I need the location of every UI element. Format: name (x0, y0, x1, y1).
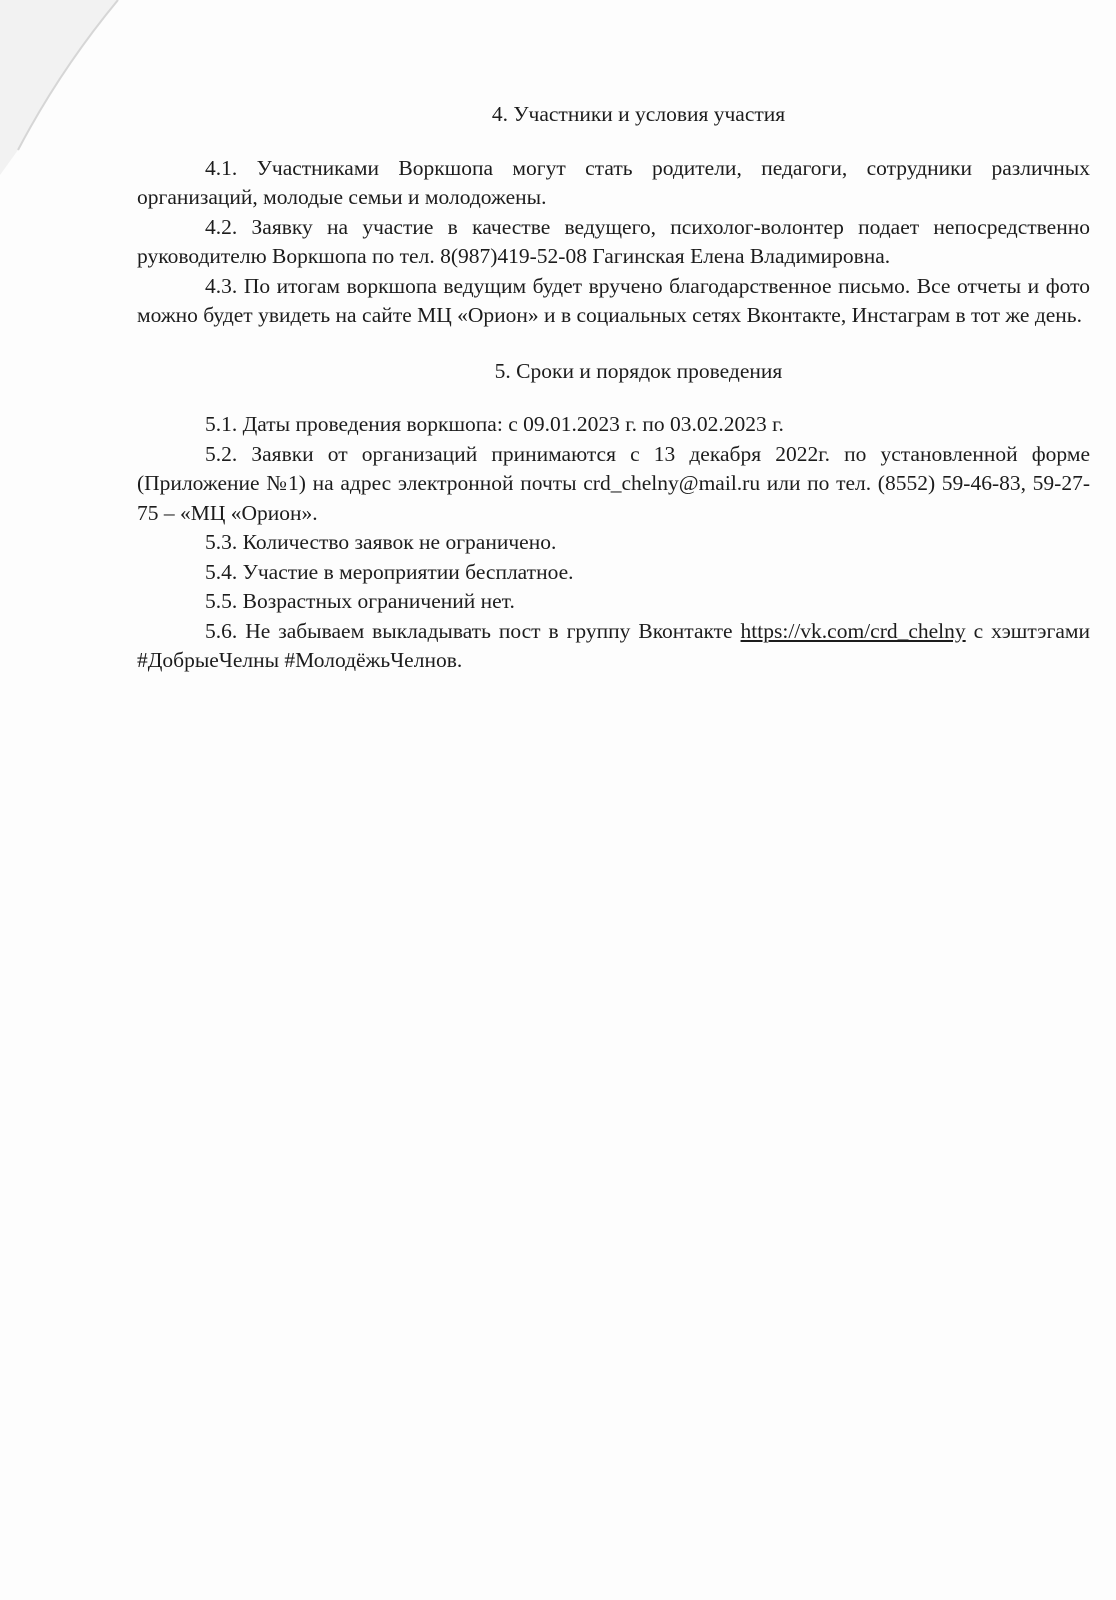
clause-5-3: 5.3. Количество заявок не ограничено. (205, 530, 557, 554)
document-body (137, 100, 1090, 676)
clause-5-2: 5.2. Заявки от организаций принимаются с 13 декабря 2022г. по установленной форме (Приложение №1) на адрес электронной почты crd_chelny@mail.ru или по тел. (8552) 59-46-83, 59-27-75 – «МЦ «Орион». (137, 441, 1090, 525)
clause-5-5: 5.5. Возрастных ограничений нет. (205, 589, 515, 613)
clause-4-1: 4.1. Участниками Воркшопа могут стать родители, педагоги, сотрудники различных организаций, молодые семьи и молодожены. (137, 155, 1090, 209)
clause-5-4: 5.4. Участие в мероприятии бесплатное. (205, 559, 574, 584)
clause-5-6-text-before: 5.6. Не забываем выкладывать пост в группу Вконтакте (205, 618, 741, 643)
page-fold-shadow (0, 0, 140, 180)
clause-4-3: 4.3. По итогам воркшопа ведущим будет вручено благодарственное письмо. Все отчеты и фото можно будет увидеть на сайте МЦ «Орион» и в социальных сетях Вконтакте, Инстаграм в тот же день. (137, 273, 1090, 327)
clause-5-1: 5.1. Даты проведения воркшопа: с 09.01.2023 г. по 03.02.2023 г. (205, 412, 784, 436)
clause-5-6-text-after: с хэштэгами #ДобрыеЧелны #МолодёжьЧелнов. (137, 618, 1090, 672)
clause-4-2: 4.2. Заявку на участие в качестве ведущего, психолог-волонтер подает непосредственно руководителю Воркшопа по тел. 8(987)419-52-08 Гагинская Елена Владимировна. (137, 214, 1090, 268)
vk-group-link[interactable]: https://vk.com/crd_chelny (740, 618, 966, 643)
section-5-title: 5. Сроки и порядок проведения (494, 358, 783, 383)
section-4-title: 4. Участники и условия участия (491, 102, 786, 126)
clause-5-6 (137, 617, 1090, 676)
